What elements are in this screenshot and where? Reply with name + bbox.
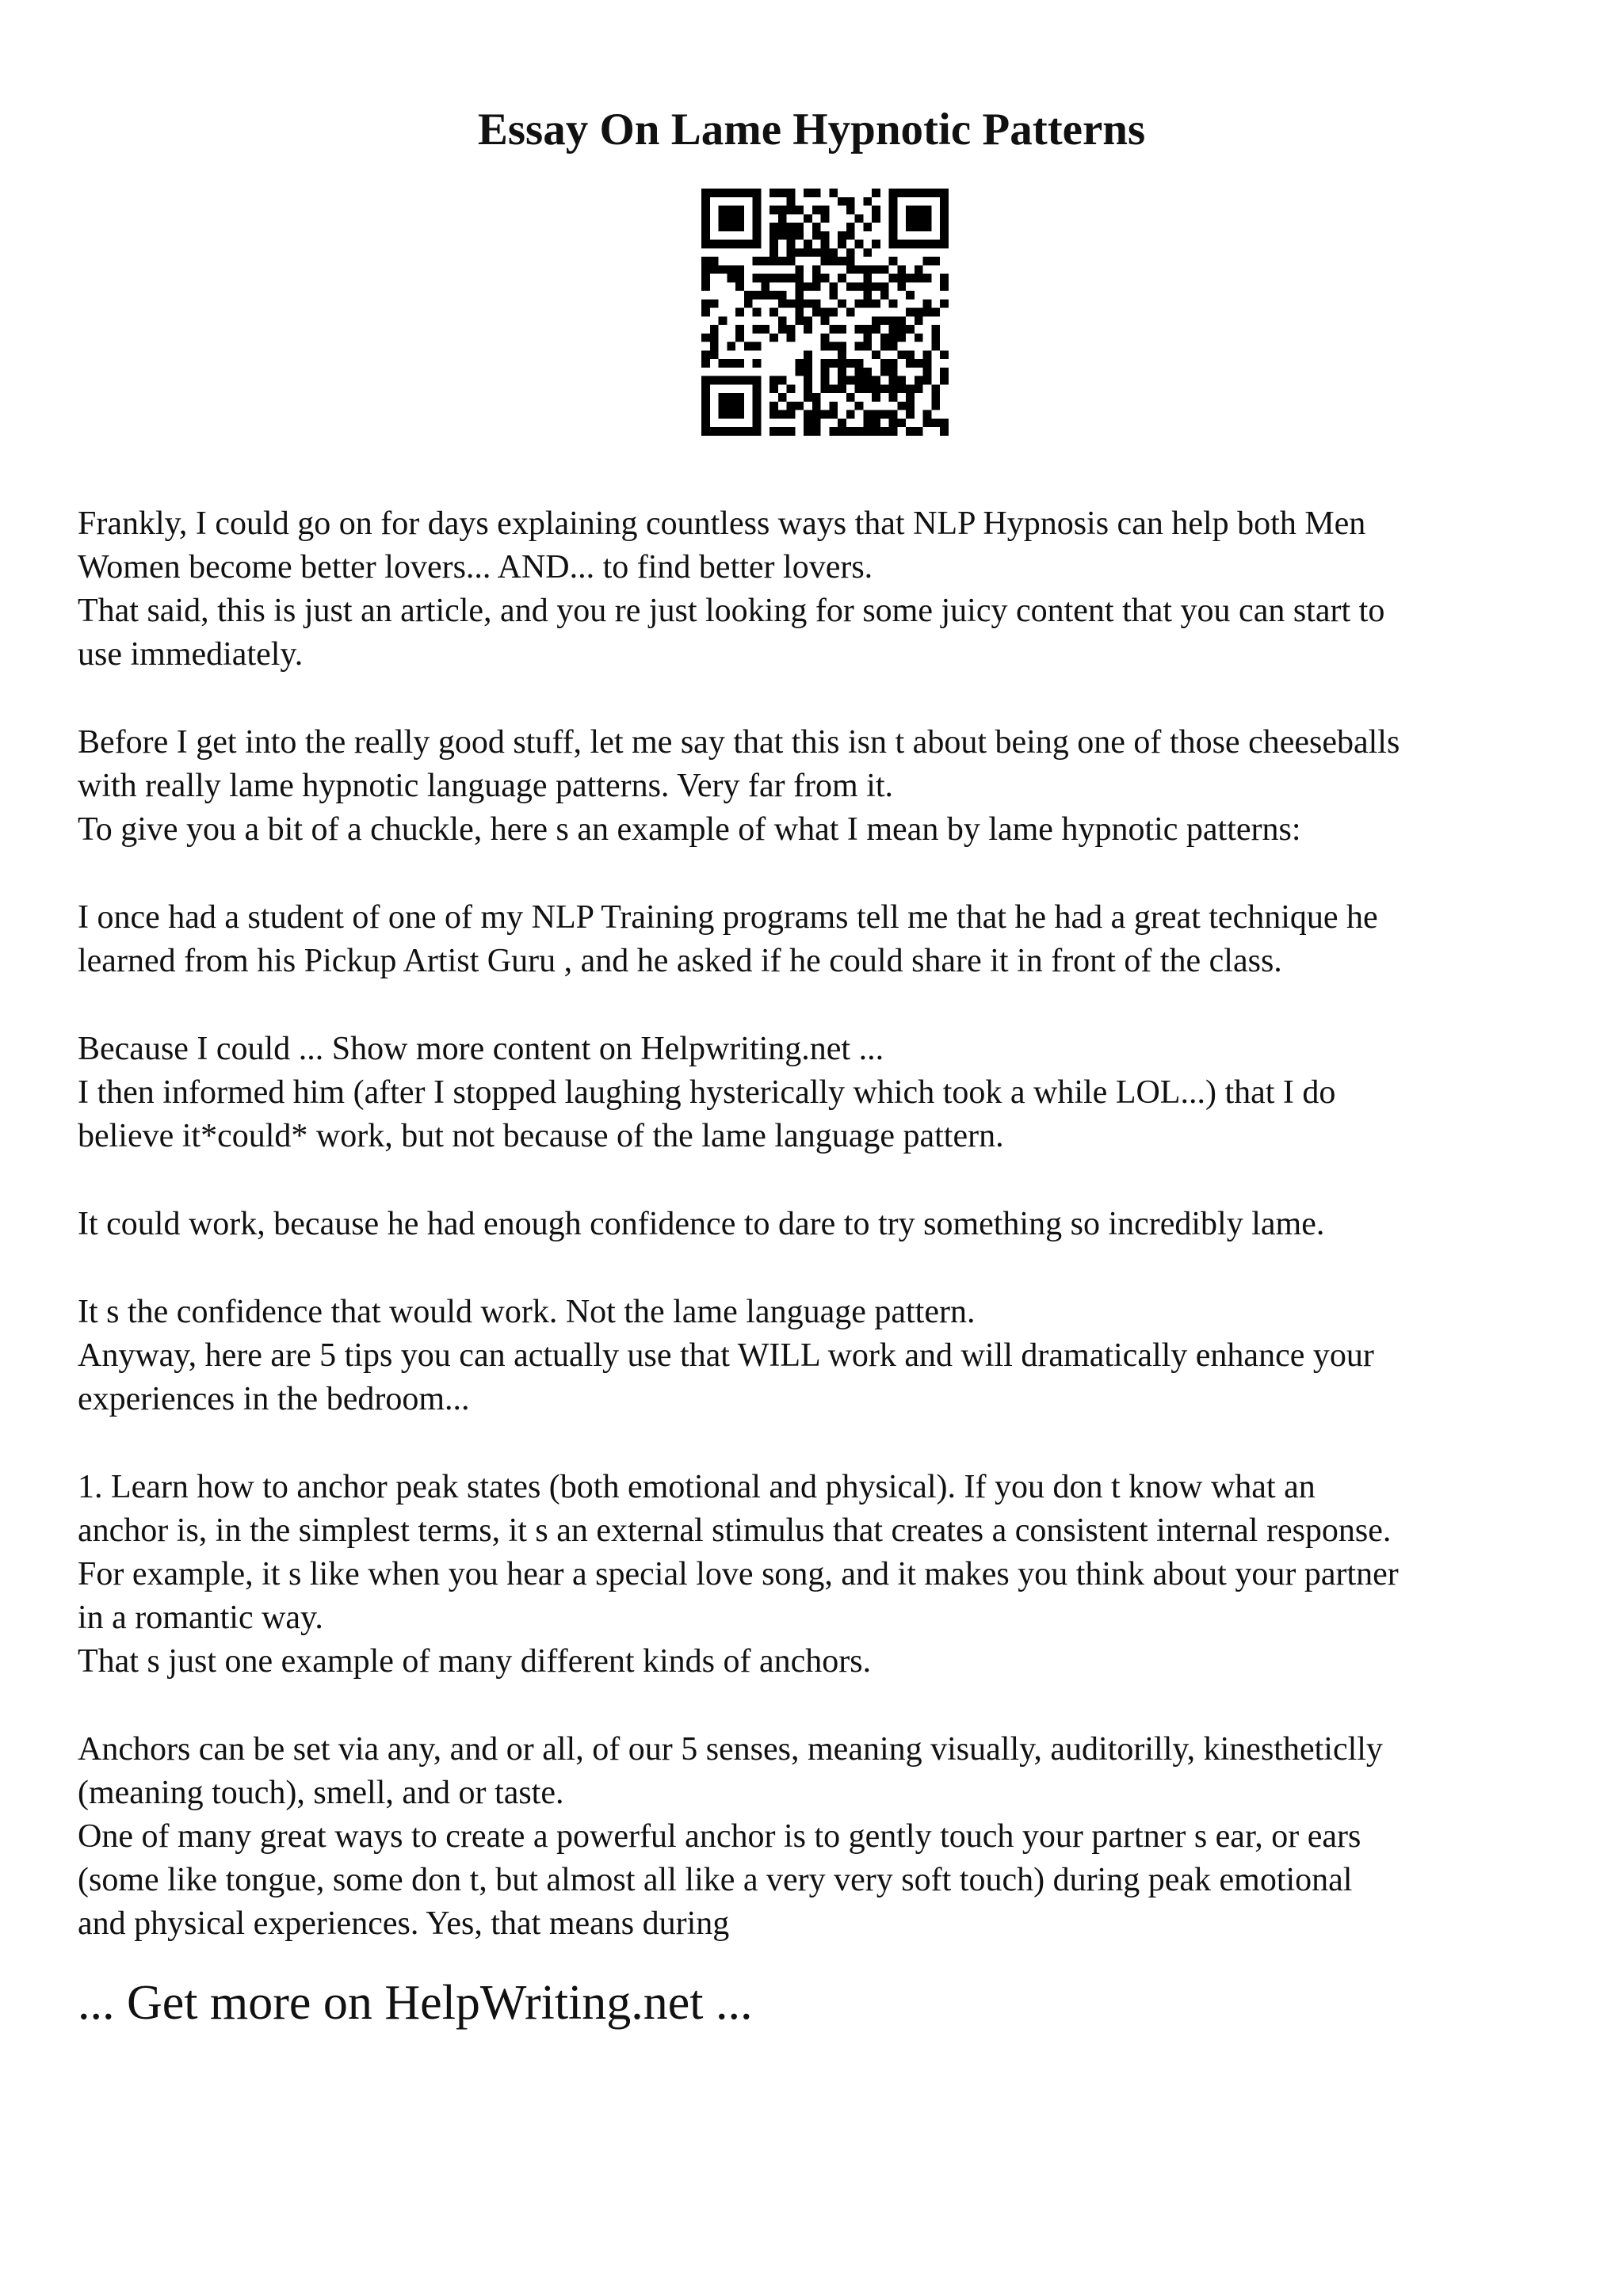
paragraph-line: Anyway, here are 5 tips you can actually use that WILL work and will dramatically enhance your <box>78 1337 1374 1374</box>
paragraph-line: learned from his Pickup Artist Guru , and he asked if he could share it in front of the class. <box>78 943 1282 979</box>
paragraph-line: Before I get into the really good stuff, let me say that this isn t about being one of those cheeseballs <box>78 724 1400 761</box>
paragraph-line: I once had a student of one of my NLP Training programs tell me that he had a great technique he <box>78 899 1378 936</box>
essay-paragraph <box>78 1728 1568 1946</box>
essay-body <box>78 502 1568 1990</box>
essay-paragraph <box>78 1291 1568 1421</box>
paragraph-line: That said, this is just an article, and you re just looking for some juicy content that you can start to <box>78 593 1385 629</box>
paragraph-line: One of many great ways to create a powerful anchor is to gently touch your partner s ear, or ears <box>78 1818 1361 1855</box>
get-more-link[interactable]: ... Get more on HelpWriting.net ... <box>78 1976 753 2030</box>
paragraph-line: and physical experiences. Yes, that means during <box>78 1905 730 1942</box>
paragraph-line: 1. Learn how to anchor peak states (both emotional and physical). If you don t know what an <box>78 1469 1316 1505</box>
essay-paragraph <box>78 1028 1568 1158</box>
essay-paragraph <box>78 721 1568 852</box>
paragraph-line: in a romantic way. <box>78 1600 323 1636</box>
essay-paragraph <box>78 502 1568 677</box>
paragraph-line: with really lame hypnotic language patterns. Very far from it. <box>78 768 894 804</box>
paragraph-line: anchor is, in the simplest terms, it s an external stimulus that creates a consistent internal response. <box>78 1512 1392 1549</box>
paragraph-line: use immediately. <box>78 636 304 673</box>
paragraph-line: (meaning touch), smell, and or taste. <box>78 1775 564 1811</box>
paragraph-line: (some like tongue, some don t, but almost all like a very very soft touch) during peak emotional <box>78 1862 1353 1898</box>
paragraph-line: believe it*could* work, but not because of the lame language pattern. <box>78 1118 1004 1154</box>
qr-code-icon <box>701 189 949 436</box>
essay-paragraph <box>78 1466 1568 1684</box>
essay-paragraph <box>78 1203 1568 1246</box>
paragraph-line: It s the confidence that would work. Not the lame language pattern. <box>78 1294 976 1330</box>
paragraph-line: experiences in the bedroom... <box>78 1381 470 1417</box>
paragraph-line: Anchors can be set via any, and or all, of our 5 senses, meaning visually, auditorilly, kinestheticlly <box>78 1731 1383 1768</box>
essay-paragraph <box>78 896 1568 983</box>
paragraph-line: Frankly, I could go on for days explaining countless ways that NLP Hypnosis can help both Men <box>78 505 1366 542</box>
paragraph-line: It could work, because he had enough confidence to dare to try something so incredibly lame. <box>78 1206 1325 1242</box>
paragraph-line: Because I could ... Show more content on Helpwriting.net ... <box>78 1031 884 1067</box>
paragraph-line: That s just one example of many different kinds of anchors. <box>78 1643 872 1680</box>
paragraph-line: I then informed him (after I stopped laughing hysterically which took a while LOL...) that I do <box>78 1074 1336 1111</box>
paragraph-line: To give you a bit of a chuckle, here s an example of what I mean by lame hypnotic patterns: <box>78 811 1301 848</box>
paragraph-line: For example, it s like when you hear a special love song, and it makes you think about your partner <box>78 1556 1399 1592</box>
page-title: Essay On Lame Hypnotic Patterns <box>477 105 1146 154</box>
paragraph-line: Women become better lovers... AND... to find better lovers. <box>78 549 873 585</box>
qr-code-icon <box>701 189 949 436</box>
